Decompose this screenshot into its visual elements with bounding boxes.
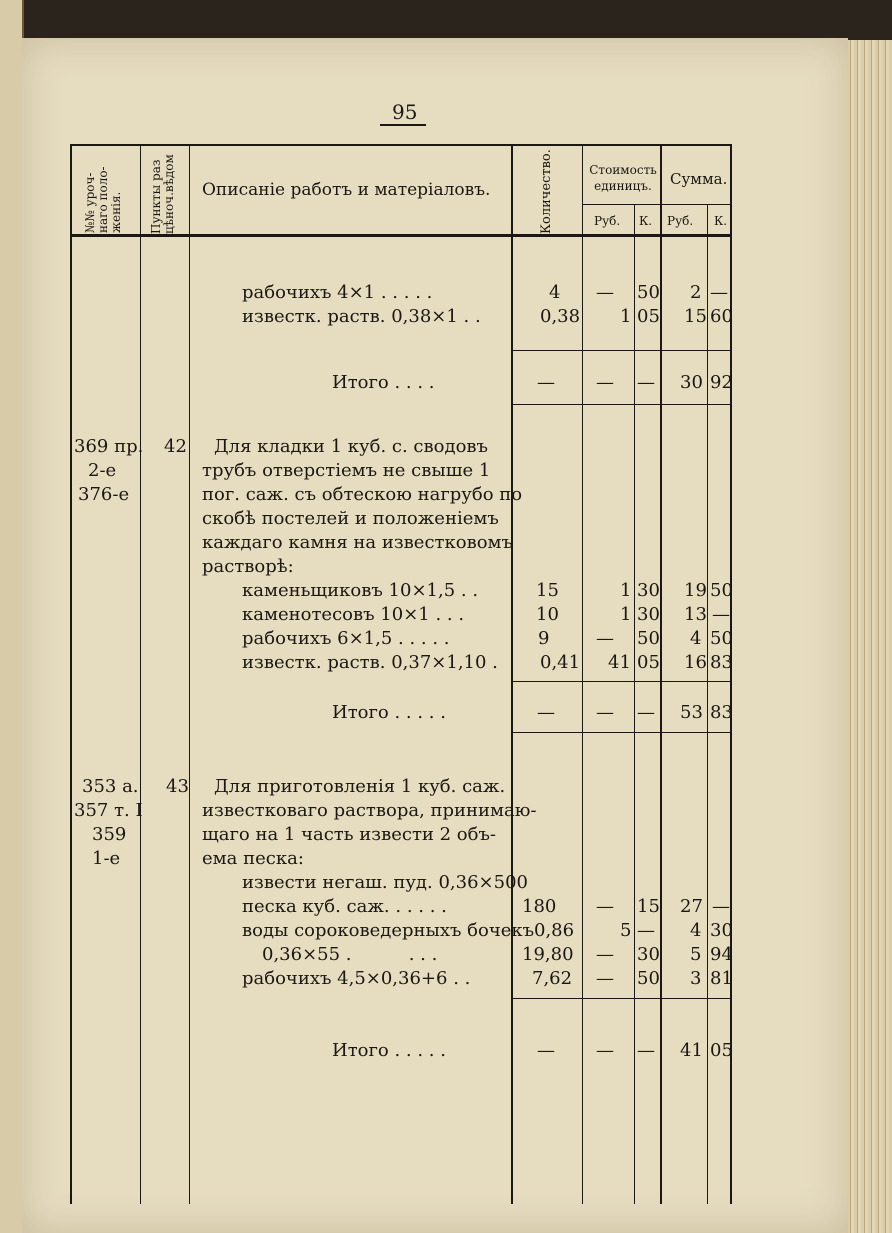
subheader-sum-k: К. xyxy=(714,214,728,228)
block-desc: Для приготовленія 1 куб. саж. xyxy=(214,776,506,797)
row-unit-k: 30 xyxy=(637,604,660,625)
itogo-label: Итого . . . . xyxy=(332,372,435,393)
page-number: 95 xyxy=(392,100,418,124)
row-unit-k: 05 xyxy=(637,652,660,673)
header-col-qty: Количество. xyxy=(539,149,554,234)
header-bottom-rule xyxy=(70,234,732,237)
row-unit-rub: 5 xyxy=(620,920,632,941)
row-desc: каменотесовъ 10×1 . . . xyxy=(242,604,465,625)
row-unit-rub: — xyxy=(596,968,614,989)
col-left-border xyxy=(70,144,72,1204)
itogo-unit-rub: — xyxy=(596,702,614,723)
subheader-unit-k: К. xyxy=(639,214,653,228)
row-unit-rub: — xyxy=(596,944,614,965)
block-desc: скобѣ постелей и положеніемъ xyxy=(202,508,499,529)
ref-no: 369 пр. xyxy=(74,436,144,457)
row-desc: рабочихъ 4×1 . . . . . xyxy=(242,282,433,303)
row-unit-k: 15 xyxy=(637,896,660,917)
block-desc: растворѣ: xyxy=(202,556,294,577)
row-unit-k: — xyxy=(637,920,655,941)
row-sum-rub: 16 xyxy=(684,652,707,673)
row-unit-rub: 1 xyxy=(620,580,632,601)
row-unit-rub: — xyxy=(596,896,614,917)
row-unit-k: 30 xyxy=(637,580,660,601)
col-divider-4 xyxy=(582,144,583,1204)
ref-no: 359 xyxy=(92,824,127,845)
header-col-points: Пункты раз цѣноч.вѣдом xyxy=(149,154,176,234)
itogo-unit-k: — xyxy=(637,372,655,393)
row-qty: 180 xyxy=(522,896,557,917)
subheader-rule xyxy=(583,204,730,205)
block-desc: пог. саж. съ обтескою нагрубо по xyxy=(202,484,523,505)
block-desc: трубъ отверстіемъ не свыше 1 xyxy=(202,460,491,481)
row-sum-k: 30 xyxy=(710,920,733,941)
ref-no: 353 а. xyxy=(82,776,139,797)
row-qty: 15 xyxy=(536,580,559,601)
row-unit-rub: 1 xyxy=(620,306,632,327)
col-divider-6 xyxy=(660,144,662,1204)
row-unit-k: 30 xyxy=(637,944,660,965)
subtotal-rule xyxy=(511,404,731,405)
itogo-unit-k: — xyxy=(637,702,655,723)
header-col-desc: Описаніе работъ и матеріаловъ. xyxy=(202,180,491,200)
itogo-qty: — xyxy=(537,1040,555,1061)
row-desc: 0,36×55 . . . . xyxy=(262,944,438,965)
row-desc: рабочихъ 6×1,5 . . . . . xyxy=(242,628,450,649)
row-sum-k: 83 xyxy=(710,652,733,673)
subheader-sum-rub: Руб. xyxy=(667,214,694,228)
row-sum-k: — xyxy=(712,896,730,917)
row-sum-k: 81 xyxy=(710,968,733,989)
row-qty: 0,38 xyxy=(540,306,581,327)
row-unit-rub: 41 xyxy=(608,652,631,673)
book-gutter xyxy=(0,0,24,1233)
row-desc: известк. раств. 0,38×1 . . xyxy=(242,306,481,327)
subtotal-rule xyxy=(511,350,731,351)
point-no: 42 xyxy=(164,436,187,457)
row-qty: 9 xyxy=(538,628,550,649)
subtotal-rule xyxy=(511,732,731,733)
block-desc: каждаго камня на известковомъ xyxy=(202,532,514,553)
row-desc: песка куб. саж. . . . . . xyxy=(242,896,447,917)
itogo-sum-rub: 41 xyxy=(680,1040,703,1061)
block-desc: известковаго раствора, принимаю- xyxy=(202,800,537,821)
row-sum-rub: 13 xyxy=(684,604,707,625)
row-desc: воды сороковедерныхъ бочекъ xyxy=(242,920,535,941)
ref-no: 2-е xyxy=(88,460,117,481)
itogo-label: Итого . . . . . xyxy=(332,1040,446,1061)
ref-no: 357 т. I xyxy=(74,800,143,821)
row-unit-rub: — xyxy=(596,628,614,649)
row-sum-k: 94 xyxy=(710,944,733,965)
book-page xyxy=(22,38,848,1233)
row-qty: 7,62 xyxy=(532,968,573,989)
itogo-unit-k: — xyxy=(637,1040,655,1061)
itogo-sum-rub: 30 xyxy=(680,372,703,393)
row-sum-k: — xyxy=(712,604,730,625)
header-col-sum: Сумма. xyxy=(670,170,728,188)
row-sum-k: — xyxy=(710,282,728,303)
row-sum-rub: 5 xyxy=(690,944,702,965)
row-unit-k: 50 xyxy=(637,282,660,303)
ref-no: 376-е xyxy=(78,484,130,505)
itogo-label: Итого . . . . . xyxy=(332,702,446,723)
page-number-underline xyxy=(380,124,426,126)
col-divider-5 xyxy=(634,204,635,1204)
row-desc: каменьщиковъ 10×1,5 . . xyxy=(242,580,479,601)
row-sum-k: 50 xyxy=(710,628,733,649)
col-divider-7 xyxy=(707,204,708,1204)
header-col-no: №№ уроч- наго поло- женія. xyxy=(83,166,123,233)
row-desc: извести негаш. пуд. 0,36×500 xyxy=(242,872,528,893)
row-qty: 10 xyxy=(536,604,559,625)
row-unit-k: 50 xyxy=(637,628,660,649)
row-qty: 4 xyxy=(549,282,561,303)
row-qty: 0,41 xyxy=(540,652,581,673)
header-col-unitcost: Стоимость единицъ. xyxy=(589,163,657,193)
itogo-sum-k: 92 xyxy=(710,372,733,393)
row-unit-rub: 1 xyxy=(620,604,632,625)
row-sum-rub: 15 xyxy=(684,306,707,327)
row-sum-rub: 27 xyxy=(680,896,703,917)
row-sum-rub: 4 xyxy=(690,628,702,649)
itogo-qty: — xyxy=(537,372,555,393)
block-desc: щаго на 1 часть извести 2 объ- xyxy=(202,824,497,845)
itogo-qty: — xyxy=(537,702,555,723)
row-qty: 19,80 xyxy=(522,944,574,965)
col-divider-1 xyxy=(140,144,141,1204)
ref-no: 1-е xyxy=(92,848,121,869)
row-sum-k: 50 xyxy=(710,580,733,601)
subtotal-rule xyxy=(511,998,731,999)
row-sum-rub: 4 xyxy=(690,920,702,941)
row-unit-rub: — xyxy=(596,282,614,303)
col-divider-2 xyxy=(189,144,190,1204)
itogo-unit-rub: — xyxy=(596,1040,614,1061)
col-divider-3 xyxy=(511,144,513,1204)
row-sum-rub: 2 xyxy=(690,282,702,303)
row-desc: известк. раств. 0,37×1,10 . xyxy=(242,652,498,673)
itogo-sum-k: 05 xyxy=(710,1040,733,1061)
point-no: 43 xyxy=(166,776,189,797)
itogo-sum-k: 83 xyxy=(710,702,733,723)
itogo-unit-rub: — xyxy=(596,372,614,393)
row-unit-k: 05 xyxy=(637,306,660,327)
subtotal-rule xyxy=(511,681,731,682)
row-sum-k: 60 xyxy=(710,306,733,327)
row-sum-rub: 19 xyxy=(684,580,707,601)
table-top-rule xyxy=(70,144,732,146)
row-qty: 0,86 xyxy=(534,920,575,941)
subheader-unit-rub: Руб. xyxy=(594,214,621,228)
block-desc: ема песка: xyxy=(202,848,304,869)
row-sum-rub: 3 xyxy=(690,968,702,989)
itogo-sum-rub: 53 xyxy=(680,702,703,723)
block-desc: Для кладки 1 куб. с. сводовъ xyxy=(214,436,488,457)
row-desc: рабочихъ 4,5×0,36+6 . . xyxy=(242,968,471,989)
row-unit-k: 50 xyxy=(637,968,660,989)
